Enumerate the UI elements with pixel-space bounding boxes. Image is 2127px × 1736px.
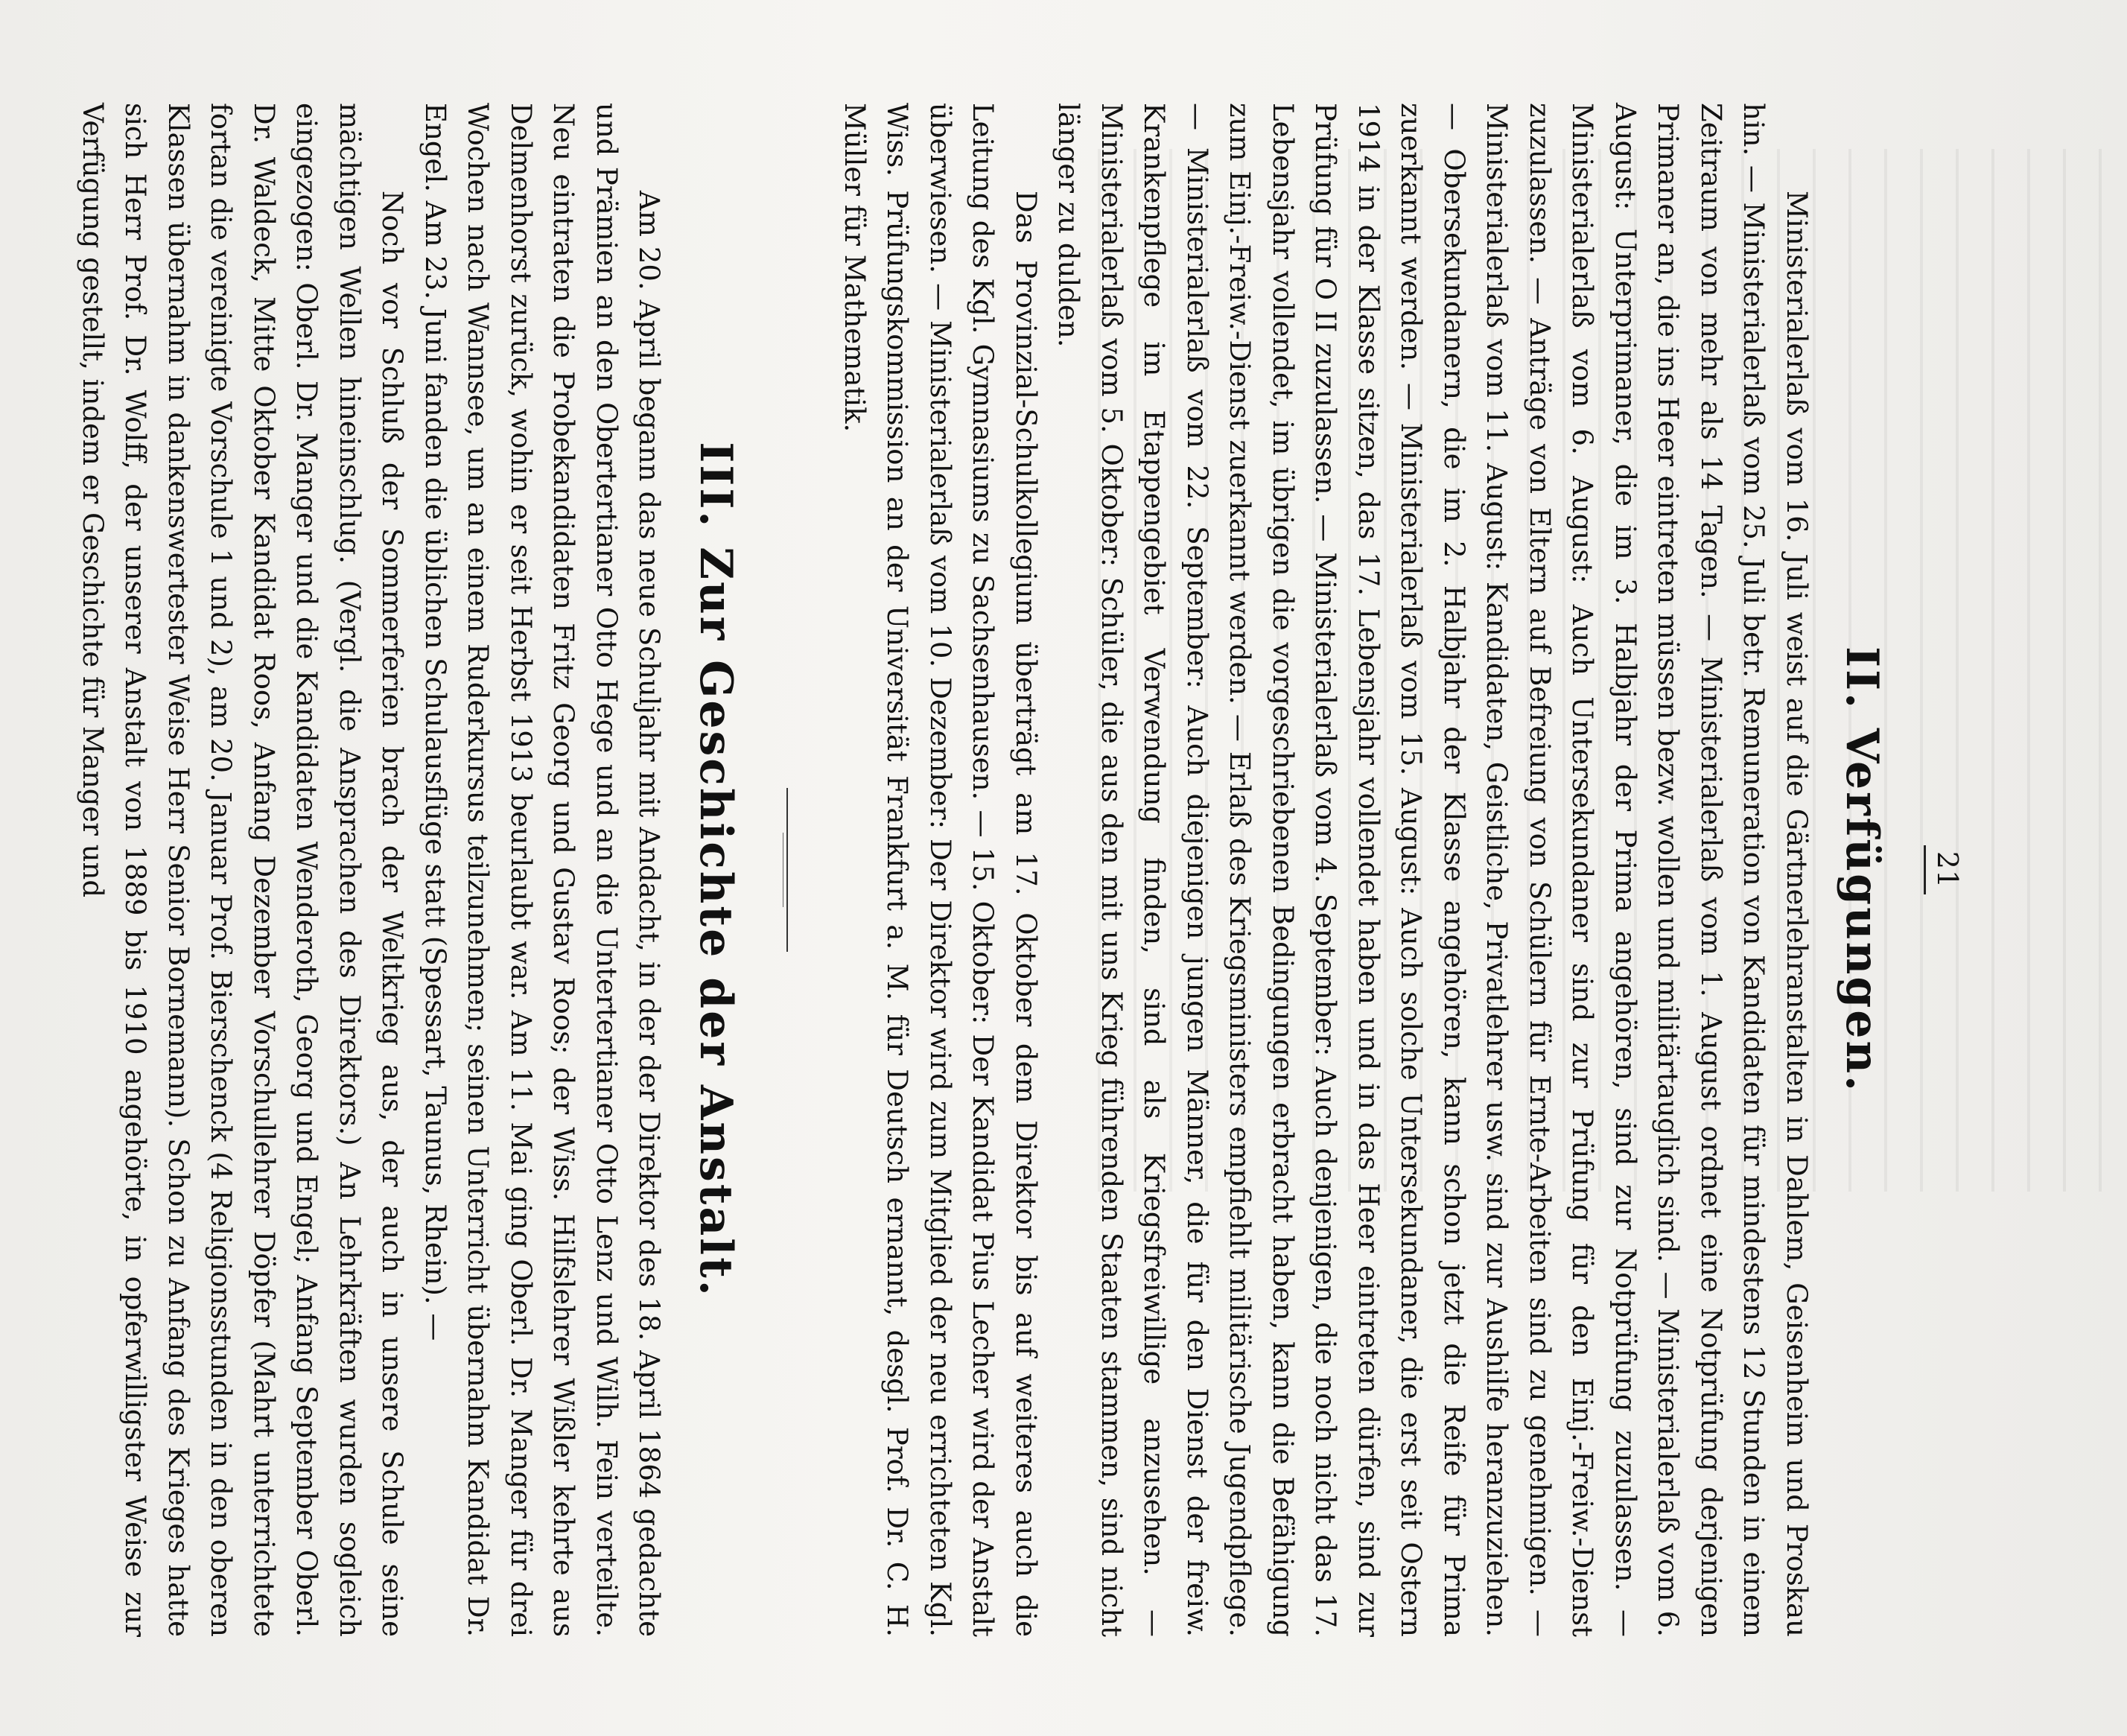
section-verfuegungen — [833, 103, 1890, 1637]
section-geschichte-der-anstalt — [71, 103, 744, 1637]
paragraph-world-war: Noch vor Schluß der Sommerferien brach der Weltkrieg aus, der auch in unsere Schule seine mächtigen Wellen hineinschlug. (Vergl. die Ansprachen des Direktors.) An Lehrkräften wurden sogleich eingezogen: Oberl. Dr. Manger und die Kandidaten Wenderoth, Georg und Engel; Anfang September Oberl. Dr. Waldeck, Mitte Oktober Kandidat Roos, Anfang Dezember Vorschullehrer Döpfer (Mahrt unterrichtete fortan die vereinigte Vorschule 1 und 2), am 20. Januar Prof. Bierschenck (4 Religionsstunden in den oberen Klassen übernahm in dankenswertester Weise Herr Senior Bornemann). Schon zu Anfang des Krieges hatte sich Herr Prof. Dr. Wolff, der unserer Anstalt von 1889 bis 1910 angehörte, in opferwilligster Weise zur Verfügung gestellt, indem er Geschichte für Manger und — [77, 103, 409, 1637]
paragraph-provincial-school-board: Das Provinzial-Schulkollegium überträgt am 17. Oktober dem Direktor bis auf weiteres auch die Leitung des Kgl. Gymnasiums zu Sachsenhausen. — 15. Oktober: Der Kandidat Pius Lecher wird der Anstalt überwiesen. — Ministerialerlaß vom 10. Dezember: Der Direktor wird zum Mitglied der neu errichteten Kgl. Wiss. Prüfungskommission an der Universität Frankfurt a. M. für Deutsch ernannt, desgl. Prof. Dr. C. H. Müller für Mathematik. — [839, 103, 1042, 1637]
section-heading-verfuegungen: II. Verfügungen. — [1836, 646, 1888, 1093]
section-divider — [787, 788, 789, 952]
paragraph-ministerial-decrees: Ministerialerlaß vom 16. Juli weist auf die Gärtnerlehranstalten in Dahlem, Geisenheim und Proskau hin. — Ministerialerlaß vom 25. Juli betr. Remuneration von Kandidaten für mindestens 12 Stunden in einem Zeitraum von mehr als 14 Tagen. — Ministerialerlaß vom 1. August ordnet eine Notprüfung derjenigen Primaner an, die ins Heer eintreten müssen bezw. wollen und militärtauglich sind. — Ministerialerlaß vom 6. August: Unterprimaner, die im 3. Halbjahr der Prima angehören, sind zur Notprüfung zuzulassen. — Ministerialerlaß vom 6. August: Auch Untersekundaner sind zur Prüfung für den Einj.-Freiw.-Dienst zuzulassen. — Anträge von Eltern auf Befreiung von Schülern für Ernte-Arbeiten sind zu genehmigen. — Ministerialerlaß vom 11. August: Kandidaten, Geistliche, Privatlehrer usw. sind zur Aushilfe heranzuziehen. — Obersekundanern, die im 2. Halbjahr der Klasse angehören, kann schon jetzt die Reife für Prima zuerkannt werden. — Ministerialerlaß vom 15. August: Auch solche Untersekundaner, die erst seit Ostern 1914 in der Klasse sitzen, das 17. Lebensjahr vollendet haben und in das Heer eintreten dürfen, sind zur Prüfung für O II zuzulassen. — Ministerialerlaß vom 4. September: Auch denjenigen, die noch nicht das 17. Lebensjahr vollendet, im übrigen die vorgeschriebenen Bedingungen erbracht haben, kann die Befähigung zum Einj.-Freiw.-Dienst zuerkannt werden. — Erlaß des Kriegsministers empfiehlt militärische Jugendpflege. — Ministerialerlaß vom 22. September: Auch diejenigen jungen Männer, die für den Dienst der freiw. Krankenpflege im Etappengebiet Verwendung finden, sind als Kriegsfreiwillige anzusehen. — Ministerialerlaß vom 5. Oktober: Schüler, die aus den mit uns Krieg führenden Staaten stammen, sind nicht länger zu dulden. — [1052, 103, 1813, 1637]
section-heading-geschichte: III. Zur Geschichte der Anstalt. — [690, 442, 743, 1298]
page-number-rule — [1924, 845, 1926, 894]
rotated-document-page — [77, 103, 1965, 1637]
page-number: 21 — [1931, 850, 1964, 889]
paragraph-school-year-start: Am 20. April begann das neue Schuljahr mit Andacht, in der der Direktor des 18. April 1864 gedachte und Prämien an den Obertertianer Otto Hege und an die Untertertianer Otto Lenz und Wilh. Fein verteilte. Neu eintraten die Probekandidaten Fritz Georg und Gustav Roos; der Wiss. Hilfslehrer Wißler kehrte aus Delmenhorst zurück, wohin er seit Herbst 1913 beurlaubt war. Am 11. Mai ging Oberl. Dr. Manger für drei Wochen nach Wannsee, um an einem Ruderkursus teilzunehmen; seinen Unterricht übernahm Kandidat Dr. Engel. Am 23. Juni fanden die üblichen Schulausflüge statt (Spessart, Taunus, Rhein). — — [419, 103, 666, 1637]
